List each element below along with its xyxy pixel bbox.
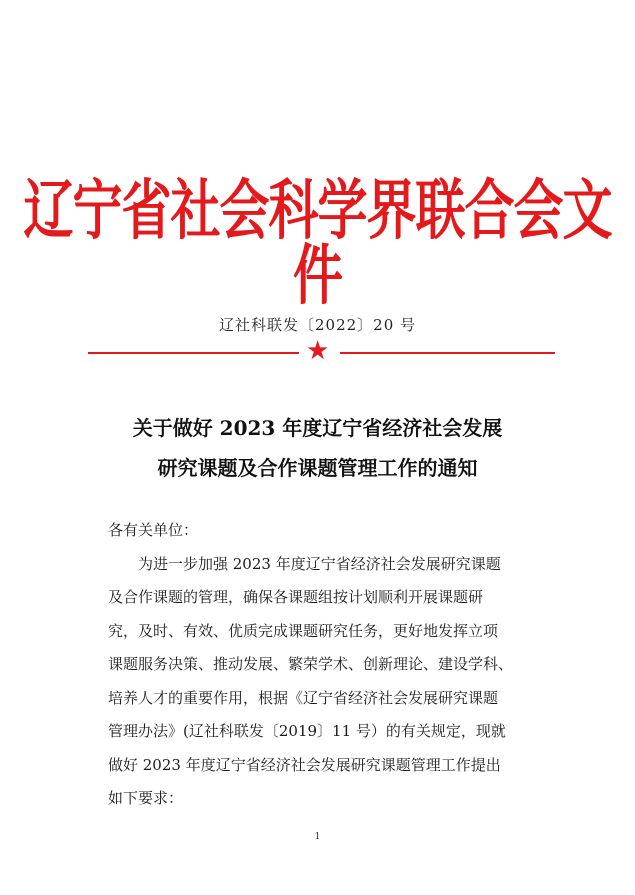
document-number: 辽社科联发〔2022〕20 号: [218, 316, 417, 334]
notice-body: [108, 514, 548, 816]
body-line: 及合作课题的管理，确保各课题组按计划顺利开展课题研: [108, 588, 484, 606]
notice-title-line-1: 关于做好 2023 年度辽宁省经济社会发展: [132, 416, 503, 440]
masthead-title: 辽宁省社会科学界联合会文件: [23, 172, 612, 314]
body-line: 课题服务决策、推动发展、繁荣学术、创新理论、建设学科、: [108, 655, 514, 673]
star-icon: ★: [306, 336, 330, 366]
body-line: 究，及时、有效、优质完成课题研究任务，更好地发挥立项: [108, 621, 499, 640]
page-number: 1: [314, 832, 321, 842]
body-line: 做好 2023 年度辽宁省经济社会发展研究课题管理工作提出: [108, 755, 501, 774]
body-line: 培养人才的重要作用，根据《辽宁省经济社会发展研究课题: [108, 688, 499, 707]
notice-title-line-2: 研究课题及合作课题管理工作的通知: [157, 456, 478, 480]
red-rule-right: [340, 352, 555, 354]
body-line: 如下要求：: [108, 789, 184, 807]
salutation: 各有关单位：: [108, 521, 199, 539]
red-rule-left: [88, 352, 299, 354]
body-line: 管理办法》(辽社科联发〔2019〕11 号）的有关规定，现就: [108, 722, 506, 740]
body-line: 为进一步加强 2023 年度辽宁省经济社会发展研究课题: [138, 554, 501, 573]
notice-title: [0, 408, 635, 488]
